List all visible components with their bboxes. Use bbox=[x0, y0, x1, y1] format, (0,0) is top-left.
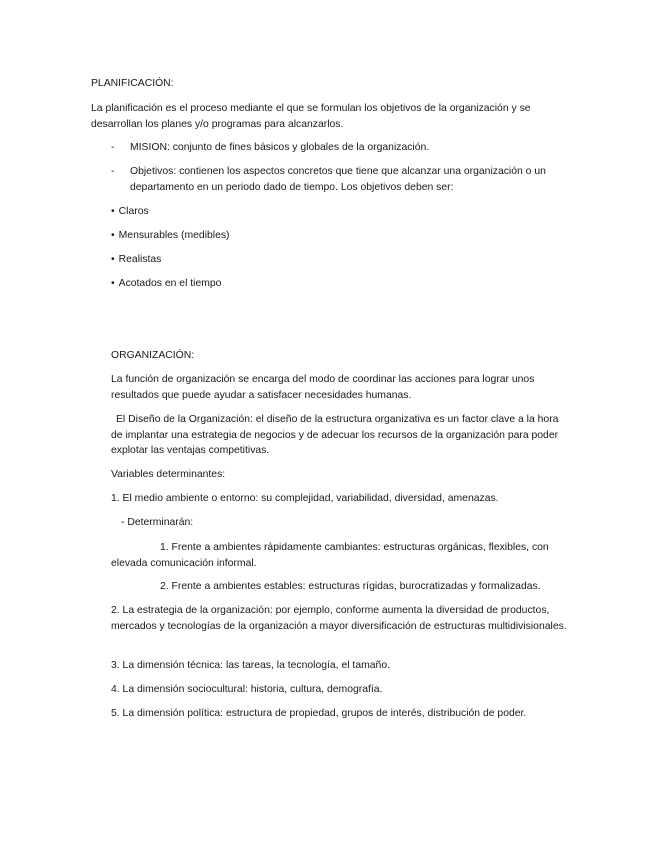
dash-item-text: Objetivos: contienen los aspectos concretos que tiene que alcanzar una organización o un departamento en un periodo dado de tiempo. Los objetivos deben ser: bbox=[130, 166, 546, 193]
determinante-2: 2. Frente a ambientes estables: estructuras rígidas, burocratizadas y formalizadas. bbox=[160, 581, 541, 592]
bullet-item bbox=[111, 204, 149, 220]
variable-2: 2. La estrategia de la organización: por ejemplo, conforme aumenta la diversidad de productos, mercados y tecnologías de la organización a mayor diversificación de estructuras multidivisionales. bbox=[111, 605, 567, 632]
bullet-marker: • bbox=[111, 230, 115, 241]
bullet-item bbox=[111, 228, 230, 244]
dash-item-text: MISION: conjunto de fines básicos y globales de la organización. bbox=[130, 142, 430, 153]
variables-label: Variables determinantes: bbox=[111, 469, 226, 480]
planificacion-intro: La planificación es el proceso mediante el que se formulan los objetivos de la organización y se desarrollan los planes y/o programas para alcanzarlos. bbox=[91, 103, 531, 130]
bullet-text: Acotados en el tiempo bbox=[118, 278, 222, 289]
bullet-item bbox=[111, 276, 221, 292]
variable-5: 5. La dimensión política: estructura de propiedad, grupos de interés, distribución de poder. bbox=[111, 708, 527, 719]
variable-1: 1. El medio ambiente o entorno: su complejidad, variabilidad, diversidad, amenazas. bbox=[111, 493, 499, 504]
determinaran-label: - Determinarán: bbox=[121, 517, 194, 528]
dash-item-objetivos bbox=[111, 164, 581, 195]
dash-marker: - bbox=[111, 142, 115, 153]
diseno-paragraph: El Diseño de la Organización: el diseño de la estructura organizativa es un factor clave a la hora de implantar una estrategia de negocios y de adecuar los recursos de la organización para poder explotar las ventajas competitivas. bbox=[111, 414, 559, 456]
determinante-1: 1. Frente a ambientes rápidamente cambiantes: estructuras orgánicas, flexibles, con elevada comunicación informal. bbox=[111, 542, 549, 569]
variable-3: 3. La dimensión técnica: las tareas, la tecnología, el tamaño. bbox=[111, 660, 390, 671]
organizacion-intro: La función de organización se encarga del modo de coordinar las acciones para lograr unos resultados que puede ayudar a satisfacer necesidades humanas. bbox=[111, 374, 535, 401]
organizacion-heading: ORGANIZACIÓN: bbox=[111, 350, 195, 361]
bullet-text: Mensurables (medibles) bbox=[118, 230, 230, 241]
dash-marker: - bbox=[111, 166, 115, 177]
bullet-marker: • bbox=[111, 206, 115, 217]
bullet-marker: • bbox=[111, 278, 115, 289]
dash-item-mision bbox=[111, 140, 581, 156]
variable-4: 4. La dimensión sociocultural: historia, cultura, demografía. bbox=[111, 684, 383, 695]
bullet-marker: • bbox=[111, 254, 115, 265]
bullet-text: Realistas bbox=[118, 254, 162, 265]
bullet-item bbox=[111, 252, 161, 268]
planificacion-heading: PLANIFICACIÓN: bbox=[91, 78, 174, 89]
bullet-text: Claros bbox=[118, 206, 149, 217]
